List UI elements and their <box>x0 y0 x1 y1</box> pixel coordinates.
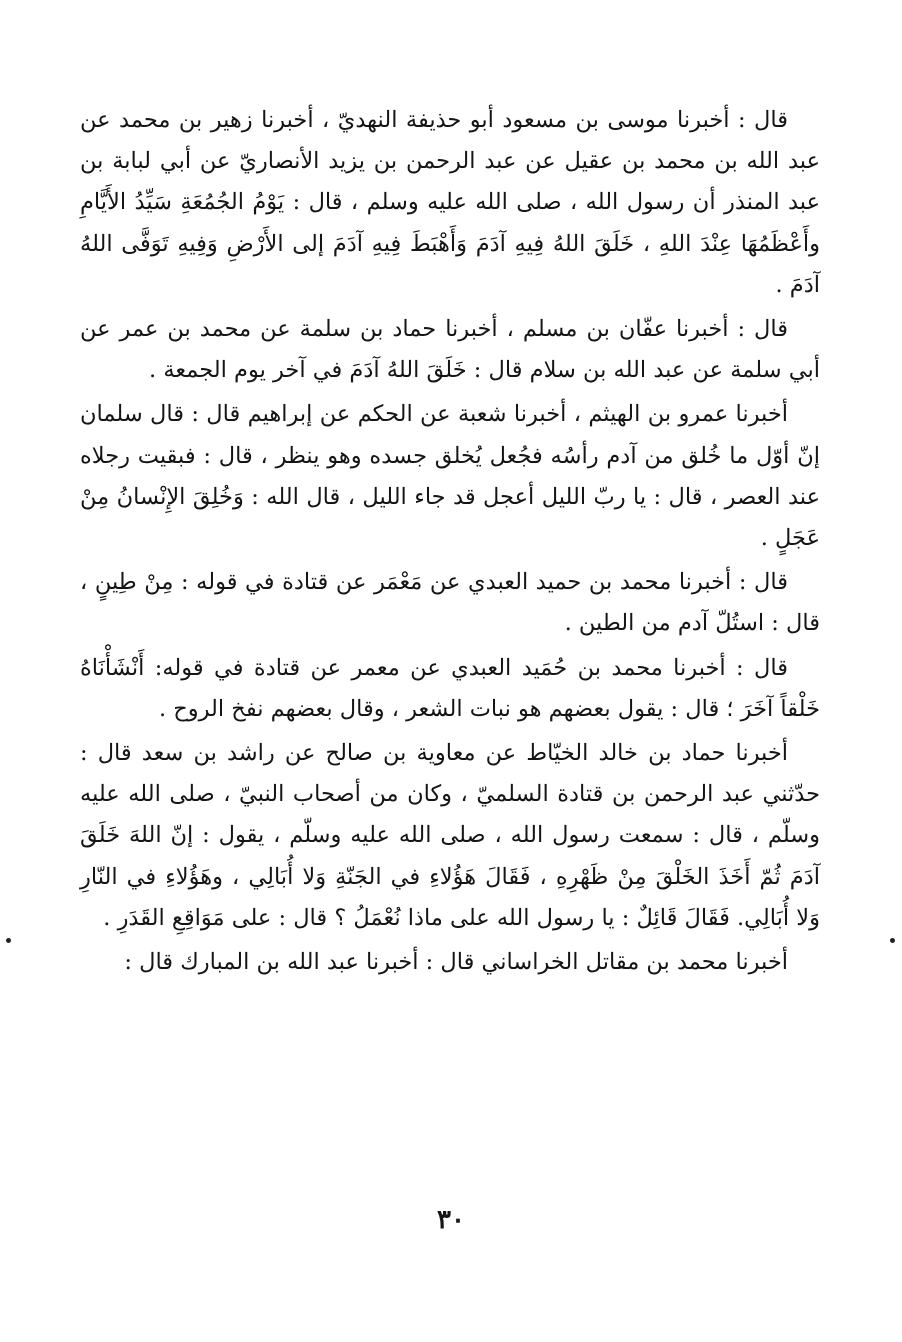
paragraph-5: قال : أخبرنا محمد بن حُمَيد العبدي عن معمر عن قتادة في قوله: أَنْشَأْنَاهُ خَلْقاً آخَرَ ؛ قال : يقول بعضهم هو نبات الشعر ، وقال بعضهم نفخ الروح . <box>80 654 820 722</box>
margin-mark-right <box>890 938 895 943</box>
page-number: ٣٠ <box>437 1205 465 1235</box>
paragraph-2: قال : أخبرنا عفّان بن مسلم ، أخبرنا حماد بن سلمة عن محمد بن عمر عن أبي سلمة عن عبد الله بن سلام قال : خَلَقَ اللهُ آدَمَ في آخر يوم الجمعة . <box>80 316 820 384</box>
paragraph-7: أخبرنا محمد بن مقاتل الخراساني قال : أخبرنا عبد الله بن المبارك قال : <box>124 949 788 976</box>
body-text <box>80 100 820 983</box>
paragraph-3: أخبرنا عمرو بن الهيثم ، أخبرنا شعبة عن الحكم عن إبراهيم قال : قال سلمان إنّ أوّل ما خُلق من آدم رأسُه فجُعل يُخلق جسده وهو ينظر ، قال : فبقيت رجلاه عند العصر ، قال : يا ربّ الليل أعجل قد جاء الليل ، قال الله : وَخُلِقَ الإِنْسانُ مِنْ عَجَلٍ . <box>80 401 820 552</box>
paragraph-4: قال : أخبرنا محمد بن حميد العبدي عن مَعْمَر عن قتادة في قوله : مِنْ طِينٍ ، قال : استُلّ آدم من الطين . <box>80 569 820 637</box>
margin-mark-left <box>6 938 11 943</box>
paragraph-1: قال : أخبرنا موسى بن مسعود أبو حذيفة النهديّ ، أخبرنا زهير بن محمد عن عبد الله بن محمد بن عقيل عن عبد الرحمن بن يزيد الأنصاريّ عن أبي لبابة بن عبد المنذر أن رسول الله ، صلى الله عليه وسلم ، قال : يَوْمُ الجُمُعَةِ سَيِّدُ الأَيَّامِ وأَعْظَمُهَا عِنْدَ اللهِ ، خَلَقَ اللهُ فِيهِ آدَمَ وَأَهْبَطَ فِيهِ آدَمَ إلى الأَرْضِ وَفِيهِ تَوَفَّى اللهُ آدَمَ . <box>80 107 820 298</box>
paragraph-6: أخبرنا حماد بن خالد الخيّاط عن معاوية بن صالح عن راشد بن سعد قال : حدّثني عبد الرحمن بن قتادة السلميّ ، وكان من أصحاب النبيّ ، صلى الله عليه وسلّم ، قال : سمعت رسول الله ، صلى الله عليه وسلّم ، يقول : إنّ اللهَ خَلَقَ آدَمَ ثُمّ أَخَذَ الخَلْقَ مِنْ ظَهْرِهِ ، فَقَالَ هَؤُلاءِ في الجَنّةِ وَلا أُبَالِي ، وهَؤُلاءِ في النّارِ وَلا أُبَالِي. فَقَالَ قَائِلٌ : يا رسول الله على ماذا نُعْمَلُ ؟ قال : على مَوَاقِعِ القَدَرِ . <box>80 740 820 931</box>
